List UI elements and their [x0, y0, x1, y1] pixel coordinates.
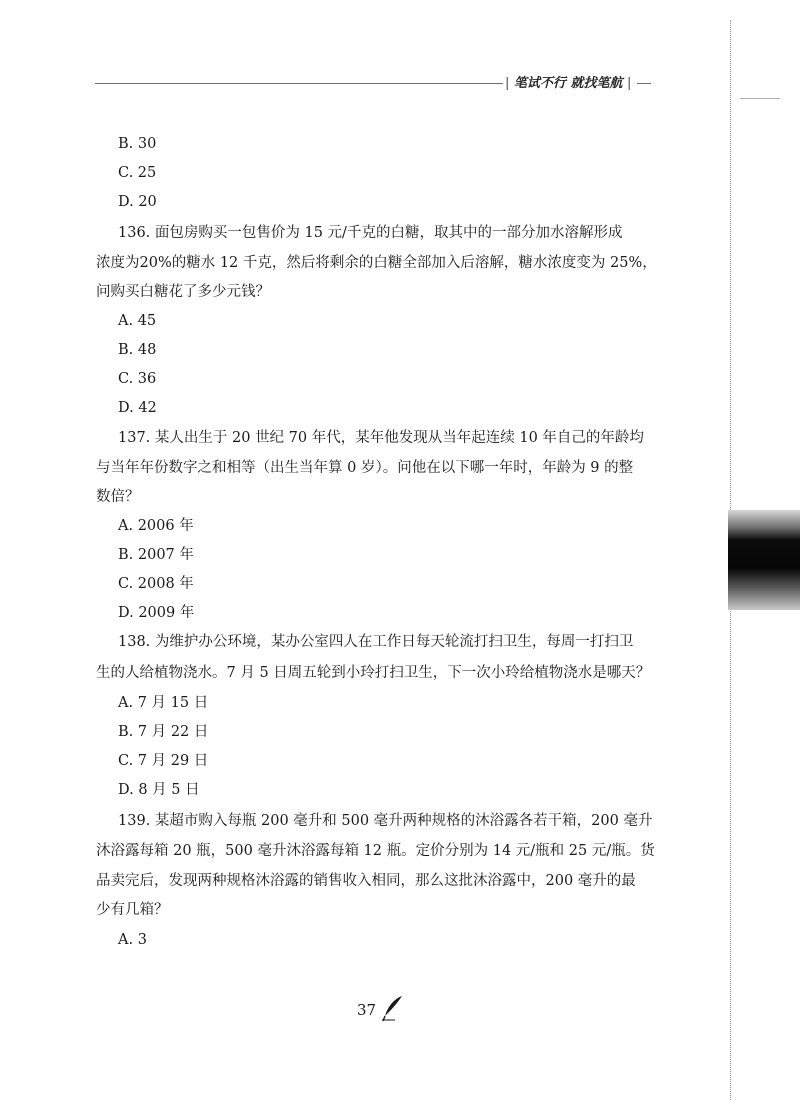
option-q138-a: A. 7 月 15 日	[118, 695, 209, 711]
option-q136-a: A. 45	[118, 313, 157, 329]
question-137-line-3: 数倍？	[96, 489, 140, 505]
question-136-line-2: 浓度为20%的糖水 12 千克，然后将剩余的白糖全部加入后溶解，糖水浓度变为 25%，	[96, 255, 657, 271]
question-136-line-1: 136. 面包房购买一包售价为 15 元/千克的白糖，取其中的一部分加水溶解形成	[118, 225, 623, 241]
question-139-line-2: 沐浴露每箱 20 瓶，500 毫升沐浴露每箱 12 瓶。定价分别为 14 元/瓶和 25 元/瓶。货	[96, 843, 655, 859]
header-rule	[95, 83, 503, 84]
option-q137-d: D. 2009 年	[118, 605, 195, 621]
question-136-line-3: 问购买白糖花了多少元钱？	[96, 284, 270, 300]
question-138-line-1: 138. 为维护办公环境，某办公室四人在工作日每天轮流打扫卫生，每周一打扫卫	[118, 634, 634, 650]
option-q136-d: D. 42	[118, 400, 157, 416]
question-139-line-1: 139. 某超市购入每瓶 200 毫升和 500 毫升两种规格的沐浴露各若干箱，200 毫升	[118, 813, 653, 829]
page-number: 37	[357, 1001, 377, 1019]
option-q135-b: B. 30	[118, 136, 157, 152]
header-title-text: 笔试不行 就找笔航	[513, 76, 623, 91]
option-q139-a: A. 3	[118, 932, 147, 948]
question-139-line-3: 品卖完后，发现两种规格沐浴露的销售收入相同，那么这批沐浴露中，200 毫升的最	[96, 873, 636, 889]
option-q136-b: B. 48	[118, 342, 157, 358]
question-138-line-2: 生的人给植物浇水。7 月 5 日周五轮到小玲打扫卫生，下一次小玲给植物浇水是哪天？	[96, 665, 651, 681]
option-q138-b: B. 7 月 22 日	[118, 724, 209, 740]
question-137-line-1: 137. 某人出生于 20 世纪 70 年代，某年他发现从当年起连续 10 年自己的年龄均	[118, 430, 644, 446]
option-q138-c: C. 7 月 29 日	[118, 753, 209, 769]
question-139-line-4: 少有几箱？	[96, 902, 169, 918]
scan-edge-mark	[740, 98, 780, 99]
feather-icon	[381, 994, 405, 1022]
option-q136-c: C. 36	[118, 371, 157, 387]
option-q135-c: C. 25	[118, 165, 157, 181]
option-q138-d: D. 8 月 5 日	[118, 782, 200, 798]
question-137-line-2: 与当年年份数字之和相等（出生当年算 0 岁）。问他在以下哪一年时，年龄为 9 的整	[96, 460, 634, 476]
option-q137-b: B. 2007 年	[118, 547, 194, 563]
header-rule-tail	[637, 83, 651, 84]
option-q137-c: C. 2008 年	[118, 576, 194, 592]
option-q135-d: D. 20	[118, 194, 157, 210]
scan-dark-band	[728, 510, 800, 610]
header-title: | 笔试不行 就找笔航 |	[505, 76, 632, 91]
option-q137-a: A. 2006 年	[118, 518, 194, 534]
